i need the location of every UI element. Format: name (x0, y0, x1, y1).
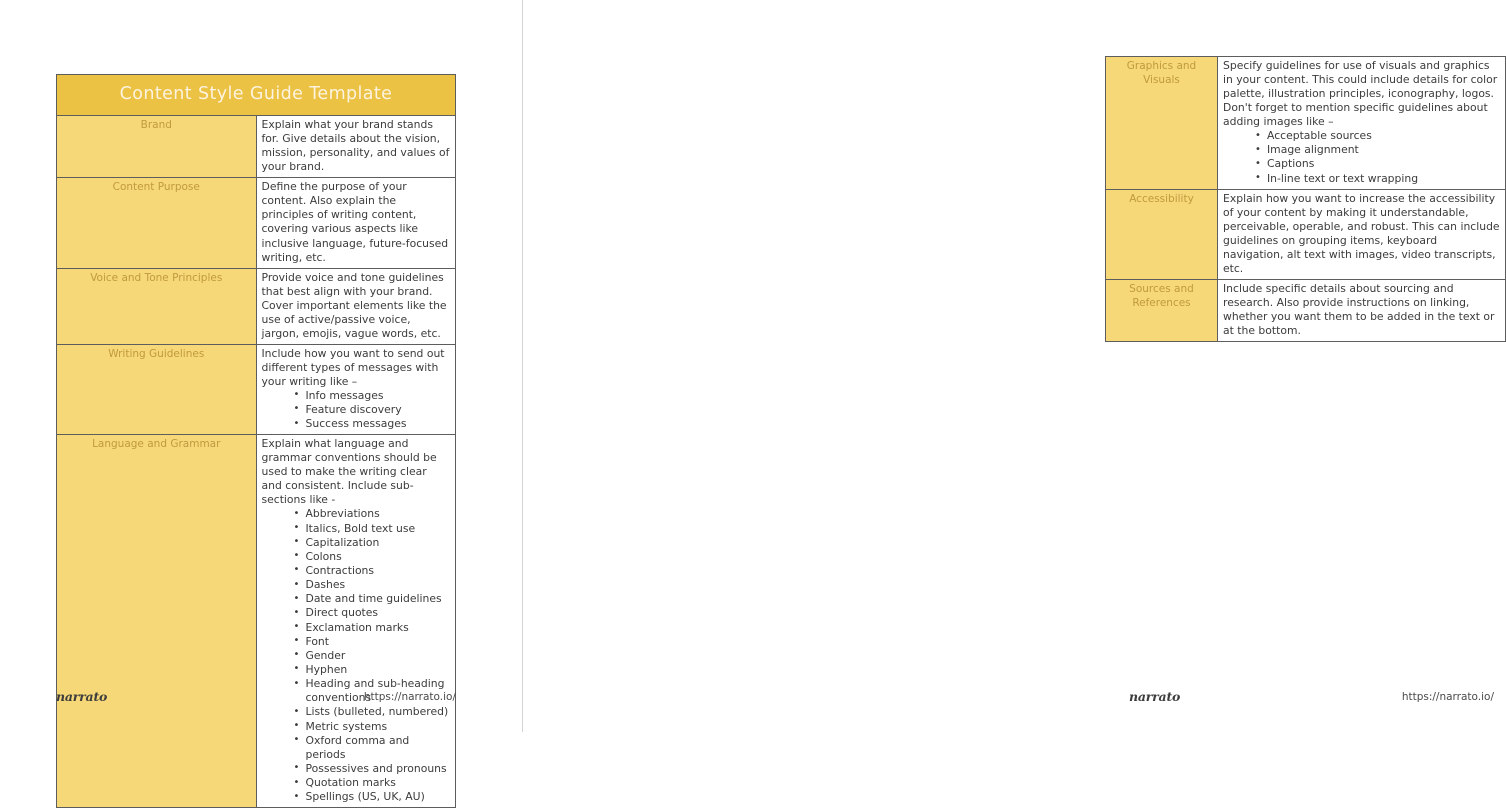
row-description-text: Include specific details about sourcing and research. Also provide instructions on linking, whether you want them to be added in the text or at the bottom. (1223, 281, 1495, 337)
row-description-language-and-grammar (256, 435, 456, 808)
row-label-text: Accessibility (1129, 192, 1194, 205)
page-footer-right (1105, 672, 1506, 732)
bullet-item: • Gender (306, 649, 451, 663)
table-title-row (57, 75, 456, 116)
bullet-item: • Contractions (306, 564, 451, 578)
bullet-item: • Capitalization (306, 536, 451, 550)
row-description-text: Explain how you want to increase the accessibility of your content by making it understandable, perceivable, operable, and robust. This can include guidelines on grouping items, keyboard navigation, alt text with images, video transcripts, etc. (1223, 191, 1500, 275)
row-description-graphics-and-visuals (1218, 57, 1506, 190)
row-label-brand (57, 116, 257, 178)
footer-url-link[interactable]: https://narrato.io/ (1401, 691, 1494, 703)
document-page-left (0, 0, 523, 804)
row-description-sources-and-references (1218, 279, 1506, 341)
row-label-text: Language and Grammar (92, 438, 221, 451)
bullet-item: • Image alignment (1267, 143, 1500, 157)
row-description-voice-and-tone-principles (256, 268, 456, 344)
bullet-item: • Acceptable sources (1267, 129, 1500, 143)
row-description-text: Explain what language and grammar conventions should be used to make the writing clear and consistent. Include sub-sections like - (261, 437, 437, 507)
bullet-item: • Abbreviations (306, 507, 451, 521)
row-label-language-and-grammar (57, 435, 257, 808)
bullet-item: • Oxford comma and periods (306, 734, 451, 762)
bullet-item: • Info messages (306, 389, 451, 403)
bullet-item: • Date and time guidelines (306, 592, 451, 606)
bullet-item: • Dashes (306, 578, 451, 592)
row-description-writing-guidelines (256, 344, 456, 435)
row-label-voice-and-tone-principles (57, 268, 257, 344)
footer-url-link[interactable]: https://narrato.io/ (363, 691, 456, 703)
row-label-content-purpose (57, 178, 257, 268)
table-row (1106, 189, 1506, 279)
bullet-item: • Lists (bulleted, numbered) (306, 705, 451, 719)
row-label-text: Sources and References (1129, 282, 1194, 309)
bullet-item: • Captions (1267, 157, 1500, 171)
bullet-item: • Metric systems (306, 720, 451, 734)
narrato-logo: narrato (56, 689, 108, 704)
row-label-text: Brand (140, 119, 172, 132)
row-bullet-list (1223, 129, 1500, 186)
bullet-item: • In-line text or text wrapping (1267, 172, 1500, 186)
row-label-graphics-and-visuals (1106, 57, 1218, 190)
page-footer-left (56, 672, 456, 732)
table-row (1106, 279, 1506, 341)
row-description-brand (256, 116, 456, 178)
row-description-text: Include how you want to send out different types of messages with your writing like – (261, 346, 445, 388)
row-description-accessibility (1218, 189, 1506, 279)
bullet-item: • Colons (306, 550, 451, 564)
content-style-guide-table-page-2 (1105, 56, 1506, 342)
bullet-item: • Direct quotes (306, 606, 451, 620)
row-label-text: Writing Guidelines (108, 347, 205, 360)
bullet-item: • Exclamation marks (306, 621, 451, 635)
row-label-text: Graphics and Visuals (1126, 60, 1197, 86)
row-bullet-list (262, 507, 451, 804)
bullet-item: • Italics, Bold text use (306, 522, 451, 536)
row-description-text: Explain what your brand stands for. Give details about the vision, mission, personality, and values of your brand. (261, 118, 450, 174)
bullet-item: • Success messages (306, 417, 451, 431)
narrato-logo: narrato (1129, 689, 1181, 704)
table-row (57, 116, 456, 178)
row-bullet-list (262, 389, 451, 431)
bullet-item: • Hyphen (306, 663, 451, 677)
bullet-item: • Heading and sub-heading conventions (306, 677, 451, 705)
row-description-text: Provide voice and tone guidelines that best align with your brand. Cover important elements like the use of active/passive voice, jargon, emojis, vague words, etc. (261, 270, 447, 340)
bullet-item: • Font (306, 635, 451, 649)
table-row (57, 344, 456, 435)
table-row (1106, 57, 1506, 190)
document-page-right (524, 0, 1500, 732)
page-divider (522, 0, 523, 732)
row-label-accessibility (1106, 189, 1218, 279)
table-body (1106, 57, 1506, 342)
table-row (57, 268, 456, 344)
table-row (57, 178, 456, 268)
row-label-text: Content Purpose (112, 181, 200, 194)
table-title-cell (57, 75, 456, 116)
row-description-content-purpose (256, 178, 456, 268)
bullet-item: • Spellings (US, UK, AU) (306, 790, 451, 804)
row-label-writing-guidelines (57, 344, 257, 435)
row-label-sources-and-references (1106, 279, 1218, 341)
bullet-item: • Quotation marks (306, 776, 451, 790)
row-description-text: Specify guidelines for use of visuals and graphics in your content. This could include details for color palette, illustration principles, iconography, logos. Don't forget to mention specific guidelines about adding images like – (1223, 59, 1498, 129)
bullet-item: • Feature discovery (306, 403, 451, 417)
page-title: Content Style Guide Template (119, 84, 393, 104)
row-description-text: Define the purpose of your content. Also explain the principles of writing content, covering various aspects like inclusive language, future-focused writing, etc. (261, 180, 449, 264)
row-label-text: Voice and Tone Principles (90, 271, 223, 284)
bullet-item: • Possessives and pronouns (306, 762, 451, 776)
table-row (57, 435, 456, 808)
